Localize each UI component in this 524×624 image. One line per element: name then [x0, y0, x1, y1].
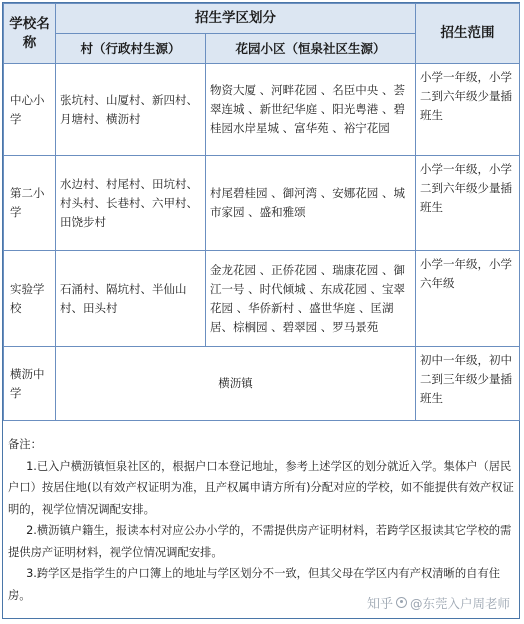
merged-district: 横沥镇 [56, 347, 416, 421]
school-name: 中心小学 [4, 64, 56, 156]
header-village: 村（行政村生源） [56, 34, 206, 64]
header-district-group: 招生学区划分 [56, 4, 416, 34]
table-row [4, 156, 520, 251]
school-name: 横沥中学 [4, 347, 56, 421]
table-row [4, 64, 520, 156]
notes-title: 备注： [8, 438, 42, 451]
watermark-author: @东莞入户周老师 [409, 595, 510, 611]
enrollment-range: 小学一年级，小学六年级 [416, 251, 520, 347]
header-range: 招生范围 [416, 4, 520, 64]
note-item: 3.跨学区是指学生的户口簿上的地址与学区划分不一致，但其父母在学区内有产权清晰的自有住房。 [8, 567, 501, 602]
school-name: 实验学校 [4, 251, 56, 347]
village-list: 石涌村、隔坑村、半仙山村、田头村 [56, 251, 206, 347]
garden-list: 村尾碧桂园 、御河湾 、安娜花园 、城市家园 、盛和雅颂 [206, 156, 416, 251]
note-item: 1.已入户横沥镇恒泉社区的，根据户口本登记地址，参考上述学区的划分就近入学。集体户（居民户口）按居住地(以有效产权证明为准，且产权属申请方所有)分配对应的学校，如不能提供有效产权证明的，视学位情况调配安排。 [8, 459, 514, 516]
school-name: 第二小学 [4, 156, 56, 251]
header-garden: 花园小区（恒泉社区生源） [206, 34, 416, 64]
enrollment-range: 初中一年级，初中二到三年级少量插班生 [416, 347, 520, 421]
watermark-site: 知乎 [366, 597, 393, 612]
table-header-row [4, 4, 520, 34]
header-school-name: 学校名称 [4, 4, 56, 64]
note-item: 2.横沥镇户籍生，报读本村对应公办小学的，不需提供房产证明材料，若跨学区报读其它学校的需提供房产证明材料，视学位情况调配安排。 [8, 524, 512, 559]
village-list: 张坑村、山厦村、新四村、月塘村、横沥村 [56, 64, 206, 156]
notes-section [8, 434, 516, 606]
table-row [4, 347, 520, 421]
user-icon [396, 597, 407, 608]
village-list: 水边村、村尾村、田坑村、村头村、长巷村、六甲村、田饶步村 [56, 156, 206, 251]
table-row [4, 251, 520, 347]
garden-list: 物资大厦 、河畔花园 、名臣中央 、荟翠连城 、新世纪华庭 、阳光粤港 、碧桂园水岸星城 、富华苑 、裕宁花园 [206, 64, 416, 156]
enrollment-range: 小学一年级，小学二到六年级少量插班生 [416, 64, 520, 156]
watermark [367, 593, 510, 612]
garden-list: 金龙花园 、正侨花园 、瑞康花园 、御江一号 、时代倾城 、东成花园 、宝翠花园 、华侨新村 、盛世华庭 、匡湖居、棕榈园 、碧翠园 、罗马景苑 [206, 251, 416, 347]
enrollment-table [3, 3, 520, 421]
enrollment-range: 小学一年级，小学二到六年级少量插班生 [416, 156, 520, 251]
